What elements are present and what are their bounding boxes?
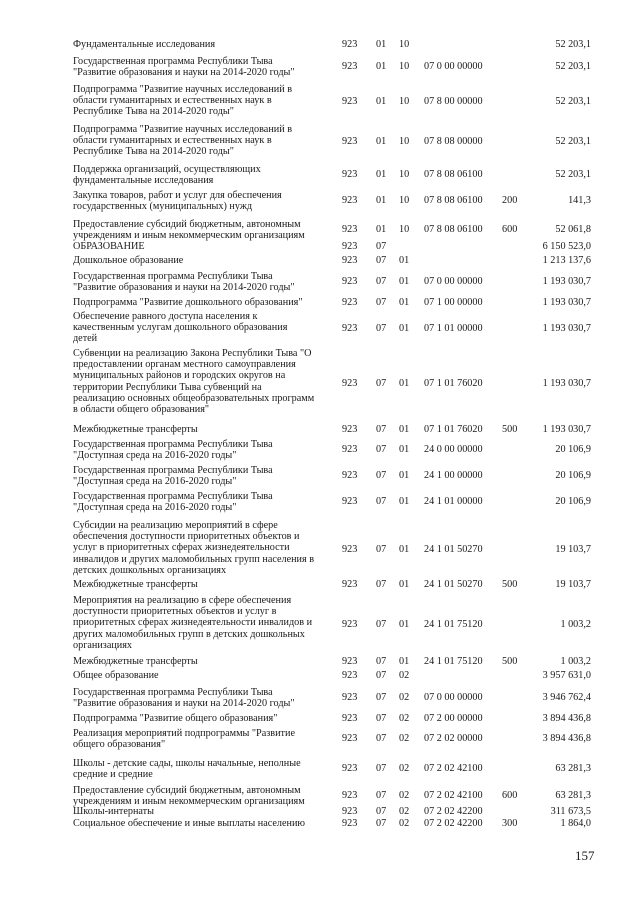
section-code: 07 [376, 470, 387, 481]
expense-type-code: 600 [502, 790, 518, 801]
row-name: Межбюджетные трансферты [73, 579, 198, 590]
target-article-code: 07 8 08 00000 [424, 136, 483, 147]
admin-code: 923 [342, 224, 358, 235]
subsection-code: 02 [399, 806, 410, 817]
amount: 311 673,5 [550, 806, 591, 817]
amount: 63 281,3 [555, 790, 591, 801]
admin-code: 923 [342, 424, 358, 435]
expense-type-code: 600 [502, 224, 518, 235]
row-name: Межбюджетные трансферты [73, 656, 198, 667]
target-article-code: 07 0 00 00000 [424, 692, 483, 703]
subsection-code: 02 [399, 818, 410, 829]
admin-code: 923 [342, 378, 358, 389]
row-name: Реализация мероприятий подпрограммы "Развитие общего образования" [73, 728, 295, 751]
section-code: 07 [376, 297, 387, 308]
amount: 1 193 030,7 [542, 297, 591, 308]
admin-code: 923 [342, 241, 358, 252]
amount: 1 213 137,6 [542, 255, 591, 266]
row-name: Подпрограмма "Развитие общего образования" [73, 713, 278, 724]
amount: 52 203,1 [555, 169, 591, 180]
row-name: ОБРАЗОВАНИЕ [73, 241, 145, 252]
admin-code: 923 [342, 136, 358, 147]
subsection-code: 01 [399, 323, 410, 334]
row-name: Государственная программа Республики Тыва "Доступная среда на 2016-2020 годы" [73, 439, 273, 462]
amount: 141,3 [568, 195, 591, 206]
row-name: Межбюджетные трансферты [73, 424, 198, 435]
target-article-code: 24 1 01 50270 [424, 579, 483, 590]
subsection-code: 01 [399, 444, 410, 455]
admin-code: 923 [342, 656, 358, 667]
target-article-code: 07 2 02 42100 [424, 763, 483, 774]
admin-code: 923 [342, 579, 358, 590]
amount: 52 061,8 [555, 224, 591, 235]
section-code: 01 [376, 61, 387, 72]
admin-code: 923 [342, 790, 358, 801]
admin-code: 923 [342, 692, 358, 703]
target-article-code: 07 1 01 76020 [424, 424, 483, 435]
row-name: Государственная программа Республики Тыва "Развитие образования и науки на 2014-2020 годы" [73, 56, 295, 79]
amount: 1 193 030,7 [542, 323, 591, 334]
subsection-code: 01 [399, 255, 410, 266]
row-name: Субвенции на реализацию Закона Республики Тыва "О предоставлении органам местного самоуправления муниципальных районов и городских округов на территории Республики Тыва субвенций на реализацию основных общеобразовательных программ в области общего образования" [73, 348, 315, 416]
amount: 3 946 762,4 [542, 692, 591, 703]
section-code: 07 [376, 424, 387, 435]
subsection-code: 10 [399, 169, 410, 180]
row-name: Фундаментальные исследования [73, 39, 216, 50]
amount: 52 203,1 [555, 61, 591, 72]
admin-code: 923 [342, 619, 358, 630]
subsection-code: 01 [399, 470, 410, 481]
admin-code: 923 [342, 713, 358, 724]
expense-type-code: 500 [502, 579, 518, 590]
row-name: Дошкольное образование [73, 255, 184, 266]
subsection-code: 02 [399, 670, 410, 681]
subsection-code: 01 [399, 656, 410, 667]
target-article-code: 24 1 01 00000 [424, 496, 483, 507]
section-code: 07 [376, 255, 387, 266]
target-article-code: 07 2 02 42200 [424, 806, 483, 817]
admin-code: 923 [342, 323, 358, 334]
section-code: 07 [376, 790, 387, 801]
admin-code: 923 [342, 670, 358, 681]
section-code: 01 [376, 39, 387, 50]
amount: 20 106,9 [555, 496, 591, 507]
admin-code: 923 [342, 255, 358, 266]
row-name: Обеспечение равного доступа населения к качественным услугам дошкольного образования детей [73, 311, 288, 345]
admin-code: 923 [342, 544, 358, 555]
section-code: 07 [376, 733, 387, 744]
amount: 3 894 436,8 [542, 733, 591, 744]
target-article-code: 24 1 01 50270 [424, 544, 483, 555]
section-code: 07 [376, 692, 387, 703]
section-code: 07 [376, 763, 387, 774]
target-article-code: 07 8 08 06100 [424, 224, 483, 235]
admin-code: 923 [342, 39, 358, 50]
section-code: 01 [376, 169, 387, 180]
amount: 3 894 436,8 [542, 713, 591, 724]
subsection-code: 01 [399, 544, 410, 555]
expense-type-code: 200 [502, 195, 518, 206]
row-name: Поддержка организаций, осуществляющих фундаментальные исследования [73, 164, 261, 187]
row-name: Предоставление субсидий бюджетным, автономным учреждениям и иным некоммерческим организациям [73, 785, 305, 808]
row-name: Подпрограмма "Развитие дошкольного образования" [73, 297, 303, 308]
subsection-code: 01 [399, 424, 410, 435]
amount: 1 193 030,7 [542, 424, 591, 435]
admin-code: 923 [342, 61, 358, 72]
target-article-code: 07 1 01 00000 [424, 323, 483, 334]
subsection-code: 10 [399, 39, 410, 50]
row-name: Общее образование [73, 670, 159, 681]
admin-code: 923 [342, 195, 358, 206]
section-code: 01 [376, 136, 387, 147]
amount: 63 281,3 [555, 763, 591, 774]
subsection-code: 02 [399, 763, 410, 774]
target-article-code: 07 1 00 00000 [424, 297, 483, 308]
row-name: Государственная программа Республики Тыва "Развитие образования и науки на 2014-2020 годы" [73, 687, 295, 710]
expense-type-code: 500 [502, 656, 518, 667]
subsection-code: 01 [399, 378, 410, 389]
admin-code: 923 [342, 470, 358, 481]
amount: 52 203,1 [555, 39, 591, 50]
admin-code: 923 [342, 444, 358, 455]
row-name: Государственная программа Республики Тыва "Доступная среда на 2016-2020 годы" [73, 465, 273, 488]
section-code: 07 [376, 544, 387, 555]
amount: 1 864,0 [560, 818, 591, 829]
target-article-code: 07 2 02 42100 [424, 790, 483, 801]
subsection-code: 10 [399, 136, 410, 147]
subsection-code: 01 [399, 297, 410, 308]
target-article-code: 24 1 00 00000 [424, 470, 483, 481]
amount: 3 957 631,0 [542, 670, 591, 681]
amount: 52 203,1 [555, 96, 591, 107]
amount: 19 103,7 [555, 544, 591, 555]
section-code: 01 [376, 195, 387, 206]
section-code: 07 [376, 713, 387, 724]
section-code: 07 [376, 579, 387, 590]
section-code: 01 [376, 224, 387, 235]
target-article-code: 07 2 02 42200 [424, 818, 483, 829]
subsection-code: 01 [399, 496, 410, 507]
subsection-code: 01 [399, 619, 410, 630]
amount: 19 103,7 [555, 579, 591, 590]
row-name: Подпрограмма "Развитие научных исследований в области гуманитарных и естественных наук в Республике Тыва на 2014-2020 годы" [73, 124, 293, 158]
target-article-code: 07 0 00 00000 [424, 276, 483, 287]
section-code: 07 [376, 496, 387, 507]
target-article-code: 24 0 00 00000 [424, 444, 483, 455]
section-code: 07 [376, 806, 387, 817]
subsection-code: 02 [399, 790, 410, 801]
row-name: Субсидии на реализацию мероприятий в сфере обеспечения доступности приоритетных объектов и услуг в приоритетных сферах жизнедеятельности инвалидов и других маломобильных групп населения в детских дошкольных организациях [73, 520, 315, 576]
subsection-code: 01 [399, 276, 410, 287]
admin-code: 923 [342, 763, 358, 774]
amount: 6 150 523,0 [542, 241, 591, 252]
target-article-code: 07 0 00 00000 [424, 61, 483, 72]
subsection-code: 10 [399, 61, 410, 72]
subsection-code: 02 [399, 713, 410, 724]
section-code: 07 [376, 323, 387, 334]
subsection-code: 10 [399, 224, 410, 235]
amount: 52 203,1 [555, 136, 591, 147]
expense-type-code: 500 [502, 424, 518, 435]
admin-code: 923 [342, 733, 358, 744]
section-code: 07 [376, 276, 387, 287]
amount: 1 003,2 [560, 656, 591, 667]
amount: 20 106,9 [555, 470, 591, 481]
row-name: Государственная программа Республики Тыва "Развитие образования и науки на 2014-2020 годы" [73, 271, 295, 294]
row-name: Государственная программа Республики Тыва "Доступная среда на 2016-2020 годы" [73, 491, 273, 514]
admin-code: 923 [342, 276, 358, 287]
target-article-code: 07 8 08 06100 [424, 195, 483, 206]
subsection-code: 10 [399, 96, 410, 107]
target-article-code: 07 2 00 00000 [424, 713, 483, 724]
section-code: 07 [376, 619, 387, 630]
admin-code: 923 [342, 297, 358, 308]
page-number: 157 [575, 848, 595, 863]
section-code: 07 [376, 378, 387, 389]
row-name: Школы - детские сады, школы начальные, неполные средние и средние [73, 758, 301, 781]
subsection-code: 01 [399, 579, 410, 590]
admin-code: 923 [342, 96, 358, 107]
target-article-code: 07 2 02 00000 [424, 733, 483, 744]
admin-code: 923 [342, 496, 358, 507]
section-code: 07 [376, 444, 387, 455]
row-name: Подпрограмма "Развитие научных исследований в области гуманитарных и естественных наук в Республике Тыва на 2014-2020 годы" [73, 84, 293, 118]
target-article-code: 07 1 01 76020 [424, 378, 483, 389]
admin-code: 923 [342, 169, 358, 180]
section-code: 07 [376, 656, 387, 667]
target-article-code: 24 1 01 75120 [424, 619, 483, 630]
target-article-code: 24 1 01 75120 [424, 656, 483, 667]
row-name: Школы-интернаты [73, 806, 154, 817]
row-name: Предоставление субсидий бюджетным, автономным учреждениям и иным некоммерческим организациям [73, 219, 305, 242]
amount: 1 193 030,7 [542, 276, 591, 287]
admin-code: 923 [342, 818, 358, 829]
row-name: Закупка товаров, работ и услуг для обеспечения государственных (муниципальных) нужд [73, 190, 282, 213]
amount: 1 193 030,7 [542, 378, 591, 389]
subsection-code: 10 [399, 195, 410, 206]
row-name: Мероприятия на реализацию в сфере обеспечения доступности приоритетных объектов и услуг в приоритетных сферах жизнедеятельности инвалидов и других маломобильных групп в детских дошкольных организациях [73, 595, 313, 651]
amount: 20 106,9 [555, 444, 591, 455]
section-code: 07 [376, 241, 387, 252]
section-code: 07 [376, 670, 387, 681]
section-code: 01 [376, 96, 387, 107]
target-article-code: 07 8 00 00000 [424, 96, 483, 107]
section-code: 07 [376, 818, 387, 829]
subsection-code: 02 [399, 692, 410, 703]
row-name: Социальное обеспечение и иные выплаты населению [73, 818, 306, 829]
target-article-code: 07 8 08 06100 [424, 169, 483, 180]
expense-type-code: 300 [502, 818, 518, 829]
admin-code: 923 [342, 806, 358, 817]
amount: 1 003,2 [560, 619, 591, 630]
subsection-code: 02 [399, 733, 410, 744]
